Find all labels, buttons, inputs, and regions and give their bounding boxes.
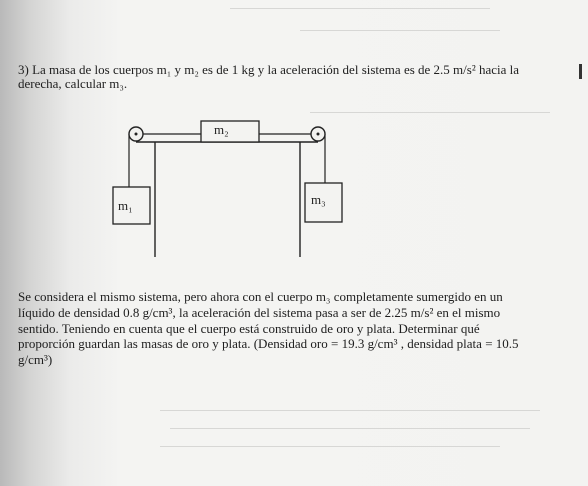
label-m2: m₂ bbox=[214, 122, 229, 137]
label-m3: m₃ bbox=[311, 192, 326, 207]
pulley-left-axle bbox=[135, 133, 138, 136]
pulley-right-axle bbox=[317, 133, 320, 136]
problem-statement: 3) La masa de los cuerpos m₁ y m₂ es de 1 kg y la aceleración del sistema es de 2.5 m/s² hacia la derecha, calcular m₃. bbox=[18, 62, 520, 92]
label-m1: m₁ bbox=[118, 198, 133, 213]
block-m2 bbox=[201, 121, 259, 142]
followup-statement: Se considera el mismo sistema, pero ahora con el cuerpo m₃ completamente sumergido en un líquido de densidad 0.8 g/cm³, la aceleración del sistema pasa a ser de 2.25 m/s² en el mismo sentido. Teniendo en cuenta que el cuerpo está construido de oro y plata. Determinar qué proporción guardan las masas de oro y plata. (Densidad oro = 19.3 g/cm³ , densidad plata = 10.5 g/cm³) bbox=[18, 289, 519, 368]
